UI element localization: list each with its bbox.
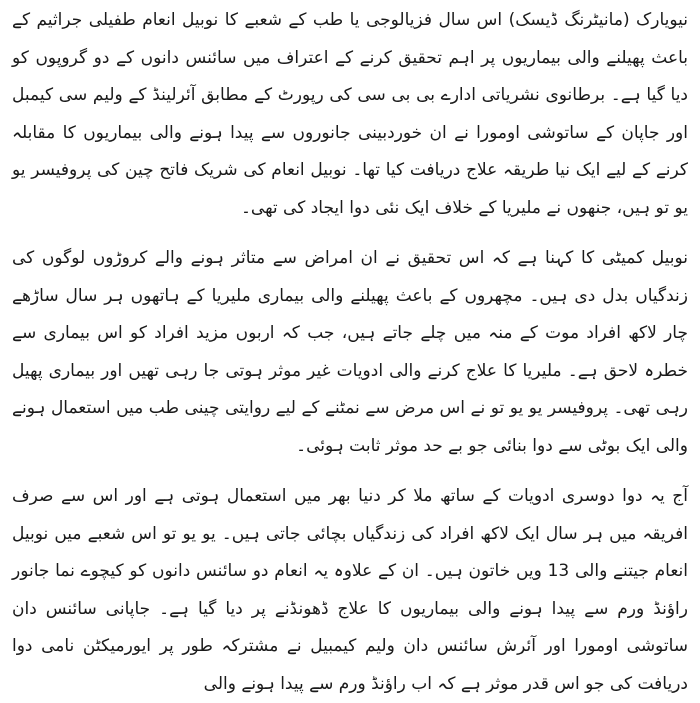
- article-paragraph-2: نوبیل کمیٹی کا کہنا ہے کہ اس تحقیق نے ان امراض سے متاثر ہونے والے کروڑوں لوگوں کی زندگیاں بدل دی ہیں۔ مچھروں کے باعث پھیلنے والی بیماری ملیریا کے ہاتھوں ہر سال ساڑھے چار لاکھ افراد موت کے منہ میں چلے جاتے ہیں، جب کہ اربوں مزید افراد کو اس بیماری سے خطرہ لاحق ہے۔ ملیریا کا علاج کرنے والی ادویات غیر موثر ہوتی جا رہی تھیں اور بیماری پھیل رہی تھی۔ پروفیسر یو یو تو نے اس مرض سے نمٹنے کے لیے روایتی چینی طب میں استعمال ہونے والی ایک بوٹی سے دوا بنائی جو بے حد موثر ثابت ہوئی۔: [12, 248, 688, 456]
- article-paragraph-1: نیویارک (مانیٹرنگ ڈیسک) اس سال فزیالوجی یا طب کے شعبے کا نوبیل انعام طفیلی جراثیم کے باعث پھیلنے والی بیماریوں پر اہم تحقیق کرنے کے اعتراف میں سائنس دانوں کے دو گروپوں کو دیا گیا ہے۔ برطانوی نشریاتی ادارے بی بی سی کی رپورٹ کے مطابق آئرلینڈ کے ولیم سی کیمبل اور جاپان کے ساتوشی اومورا نے ان خوردبینی جانوروں سے پیدا ہونے والی بیماریوں کا مقابلہ کرنے کے لیے ایک نیا طریقہ علاج دریافت کیا تھا۔ نوبیل انعام کی شریک فاتح چین کی پروفیسر یو یو تو ہیں، جنھوں نے ملیریا کے خلاف ایک نئی دوا ایجاد کی تھی۔: [12, 10, 688, 218]
- article-paragraph-3: آج یہ دوا دوسری ادویات کے ساتھ ملا کر دنیا بھر میں استعمال ہوتی ہے اور اس سے صرف افریقہ میں ہر سال ایک لاکھ افراد کی زندگیاں بچائی جاتی ہیں۔ یو یو تو اس شعبے میں نوبیل انعام جیتنے والی 13 ویں خاتون ہیں۔ ان کے علاوہ یہ انعام دو سائنس دانوں کو کیچوے نما جانور راؤنڈ ورم سے پیدا ہونے والی بیماریوں کا علاج ڈھونڈنے پر دیا گیا ہے۔ جاپانی سائنس دان ساتوشی اومورا اور آئرش سائنس دان ولیم کیمبیل نے مشترکہ طور پر ایورمیکٹن نامی دوا دریافت کی جو اس قدر موثر ہے کہ اب راؤنڈ ورم سے پیدا ہونے والی: [12, 486, 689, 694]
